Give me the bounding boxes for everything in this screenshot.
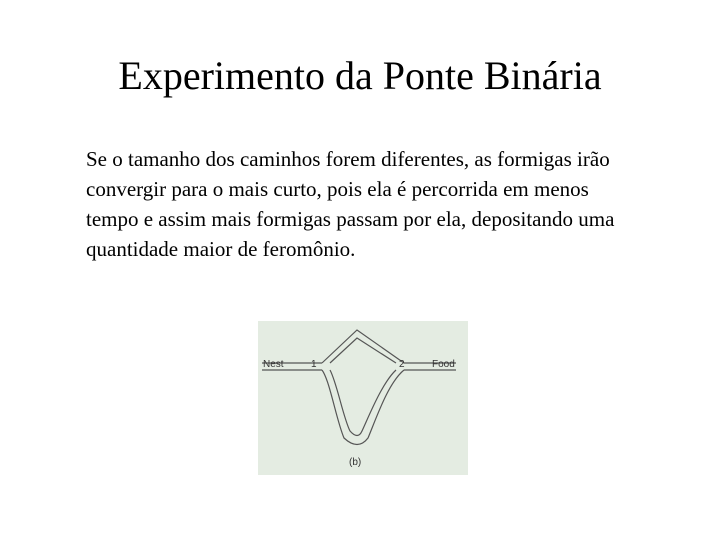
binary-bridge-diagram [258, 321, 468, 475]
food-label: Food [432, 359, 455, 370]
slide-title: Experimento da Ponte Binária [118, 53, 602, 98]
node-2-label: 2 [399, 359, 405, 370]
short-branch-outer [322, 330, 404, 363]
figure-caption: (b) [349, 457, 362, 468]
nest-label: Nest [263, 359, 284, 370]
node-1-label: 1 [311, 359, 317, 370]
binary-bridge-figure [258, 321, 468, 475]
slide-body-text: Se o tamanho dos caminhos forem diferentes, as formigas irão convergir para o mais curto, pois ela é percorrida em menos tempo e assim mais formigas passam por ela, depositando uma quantidade maior de feromônio. [86, 147, 615, 261]
